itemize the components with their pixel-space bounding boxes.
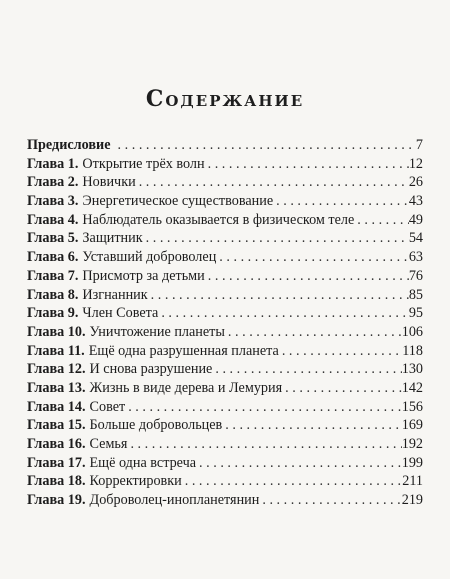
toc-entry: [27, 286, 423, 305]
toc-entry: [27, 173, 423, 192]
toc-entry-title: Уставший доброволец: [82, 249, 217, 266]
toc-entry-title: Присмотр за детьми: [82, 267, 205, 284]
toc-entry-title: Изгнанник: [82, 286, 148, 303]
toc-dot-leader: [182, 472, 403, 491]
toc-entry-page: 85: [408, 286, 423, 303]
toc-entry-label: Глава 11.: [27, 342, 85, 359]
toc-entry-page: 26: [408, 174, 423, 191]
toc-entry-page: 130: [401, 361, 423, 378]
toc-entry-label: Глава 8.: [27, 286, 79, 303]
toc-entry-label: Глава 5.: [27, 230, 79, 247]
toc-entry-title: Жизнь в виде дерева и Лемурия: [89, 379, 283, 396]
toc-dot-leader: [115, 136, 416, 155]
toc-entry-title: Энергетическое существование: [82, 193, 274, 210]
toc-dot-leader: [282, 379, 402, 398]
toc-entry-label: Предисловие: [27, 137, 111, 153]
toc-entry-title: Открытие трёх волн: [82, 155, 205, 172]
toc-entry-title: Больше добровольцев: [89, 417, 223, 434]
toc-entry-page: 7: [415, 137, 423, 153]
toc-entry-page: 95: [408, 305, 423, 322]
toc-entry-page: 219: [401, 492, 423, 509]
toc-entry-page: 106: [401, 323, 423, 340]
toc-entry: [27, 360, 423, 379]
toc-entry: [27, 435, 423, 454]
toc-dot-leader: [273, 192, 409, 211]
toc-entry-page: 54: [408, 230, 423, 247]
toc-entry-title: Защитник: [82, 230, 143, 247]
toc-entry-page: 43: [408, 193, 423, 210]
toc-entry-title: Ещё одна встреча: [89, 454, 197, 471]
toc-dot-leader: [158, 304, 409, 323]
toc-entry-title: Доброволец-инопланетянин: [89, 492, 260, 509]
toc-dot-leader: [222, 416, 401, 435]
toc-dot-leader: [354, 211, 409, 230]
toc-entry: [27, 416, 423, 435]
toc-entry-label: Глава 10.: [27, 323, 86, 340]
page-title: Содержание: [145, 86, 305, 112]
toc-entry: [27, 155, 423, 174]
toc-dot-leader: [136, 173, 409, 192]
toc-entry: [27, 454, 423, 473]
toc-entry: [27, 192, 423, 211]
toc-dot-leader: [225, 323, 402, 342]
toc-entry-page: 76: [408, 267, 423, 284]
toc-entry: [27, 211, 423, 230]
toc-entry-page: 12: [408, 155, 423, 172]
toc-entry-title: Совет: [89, 398, 126, 415]
toc-entry: [27, 491, 423, 510]
toc-dot-leader: [127, 435, 401, 454]
toc-entry: [27, 136, 423, 155]
toc-entry-label: Глава 18.: [27, 473, 86, 490]
toc-dot-leader: [212, 360, 401, 379]
toc-entry-title: Член Совета: [82, 305, 159, 322]
toc-entry-label: Глава 14.: [27, 398, 86, 415]
toc-entry-label: Глава 6.: [27, 249, 79, 266]
toc-entry-title: Семья: [89, 436, 128, 452]
toc-entry-label: Глава 12.: [27, 361, 86, 378]
toc-dot-leader: [259, 491, 401, 510]
toc-entry-page: 169: [401, 417, 423, 434]
toc-entry-page: 211: [402, 473, 423, 490]
toc-entry-page: 156: [401, 398, 423, 415]
toc-dot-leader: [205, 155, 409, 174]
toc-entry-title: Новички: [82, 174, 136, 191]
toc-entry-label: Глава 3.: [27, 193, 79, 210]
toc-entry-label: Глава 1.: [27, 155, 79, 172]
toc-entry-label: Глава 19.: [27, 492, 86, 509]
toc-entry: [27, 323, 423, 342]
toc-entry: [27, 267, 423, 286]
toc-entry-label: Глава 13.: [27, 379, 86, 396]
toc-entry-label: Глава 2.: [27, 174, 79, 191]
toc-entry-label: Глава 7.: [27, 267, 79, 284]
toc-entry-page: 192: [401, 436, 423, 452]
toc-entry-page: 63: [408, 249, 423, 266]
toc-entry-page: 199: [401, 454, 423, 471]
toc-entry-label: Глава 15.: [27, 417, 86, 434]
toc-entry-title: Наблюдатель оказывается в физическом теле: [82, 211, 355, 228]
toc-dot-leader: [216, 248, 409, 267]
toc-dot-leader: [143, 229, 409, 248]
toc-entry-page: 142: [401, 379, 423, 396]
toc-entry-title: И снова разрушение: [89, 361, 213, 378]
toc-dot-leader: [205, 267, 409, 286]
toc-entry: [27, 379, 423, 398]
toc-entry: [27, 248, 423, 267]
toc-entry-title: Уничтожение планеты: [89, 323, 225, 340]
table-of-contents: [27, 136, 423, 510]
toc-entry: [27, 342, 423, 361]
toc-dot-leader: [196, 454, 402, 473]
toc-entry-label: Глава 16.: [27, 436, 86, 452]
toc-entry: [27, 472, 423, 491]
toc-entry-label: Глава 9.: [27, 305, 79, 322]
toc-entry-page: 49: [408, 211, 423, 228]
toc-entry-label: Глава 17.: [27, 454, 86, 471]
toc-entry: [27, 398, 423, 417]
toc-entry-title: Ещё одна разрушенная планета: [88, 342, 279, 359]
toc-entry-page: 118: [402, 342, 423, 359]
toc-dot-leader: [279, 342, 402, 361]
toc-entry-label: Глава 4.: [27, 211, 79, 228]
toc-entry: [27, 229, 423, 248]
toc-dot-leader: [148, 286, 409, 305]
toc-entry-title: Корректировки: [89, 473, 182, 490]
toc-entry: [27, 304, 423, 323]
toc-dot-leader: [125, 398, 402, 417]
